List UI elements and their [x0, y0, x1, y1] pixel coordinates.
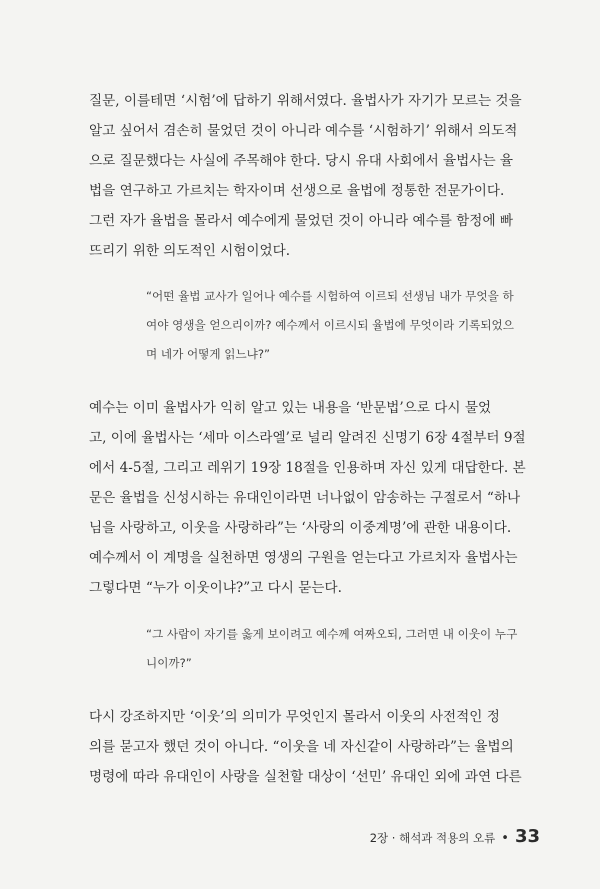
text-line: 그런 자가 율법을 몰라서 예수에게 물었던 것이 아니라 예수를 함정에 빠	[89, 213, 514, 229]
paragraph-3	[89, 702, 544, 792]
text-line: 그렇다면 “누가 이웃이냐?”고 다시 묻는다.	[89, 580, 342, 596]
text-line: 의를 묻고자 했던 것이 아니다. “이웃을 네 자신같이 사랑하라”는 율법의	[89, 739, 514, 755]
paragraph-1	[89, 86, 544, 266]
text-line: 님을 사랑하고, 이웃을 사랑하라”는 ‘사랑의 이중계명’에 관한 내용이다.	[89, 520, 512, 536]
text-line: 고, 이에 율법사는 ‘세마 이스라엘’로 널리 알려진 신명기 6장 4절부터 9절	[89, 430, 526, 446]
scripture-quote-1	[146, 282, 538, 369]
text-line: 알고 싶어서 겸손히 물었던 것이 아니라 예수를 ‘시험하기’ 위해서 의도적	[89, 123, 518, 139]
chapter-title: 2장 · 해석과 적용의 오류	[369, 831, 496, 845]
text-line: 예수는 이미 율법사가 익히 알고 있는 내용을 ‘반문법’으로 다시 물었	[89, 400, 492, 416]
text-line: 에서 4-5절, 그리고 레위기 19장 18절을 인용하며 자신 있게 대답한다. 본	[89, 460, 526, 476]
text-line: 으로 질문했다는 사실에 주목해야 한다. 당시 유대 사회에서 율법사는 율	[89, 153, 514, 169]
text-line: 문은 율법을 신성시하는 유대인이라면 너나없이 암송하는 구절로서 “하나	[89, 490, 521, 506]
quote-line: “어떤 율법 교사가 일어나 예수를 시험하여 이르되 선생님 내가 무엇을 하	[146, 289, 514, 303]
page-footer	[370, 826, 540, 847]
quote-line: 며 네가 어떻게 읽느냐?”	[146, 347, 271, 361]
page-number: 33	[514, 826, 540, 847]
text-line: 법을 연구하고 가르치는 학자이며 선생으로 율법에 정통한 전문가이다.	[89, 183, 505, 199]
quote-line: 여야 영생을 얻으리이까? 예수께서 이르시되 율법에 무엇이라 기록되었으	[146, 318, 514, 332]
scripture-quote-2	[146, 620, 538, 678]
text-line: 질문, 이를테면 ‘시험’에 답하기 위해서였다. 율법사가 자기가 모르는 것을	[89, 93, 522, 109]
text-line: 예수께서 이 계명을 실천하면 영생의 구원을 얻는다고 가르치자 율법사는	[89, 550, 518, 566]
text-line: 명령에 따라 유대인이 사랑을 실천할 대상이 ‘선민’ 유대인 외에 과연 다른	[89, 769, 522, 785]
quote-line: 니이까?”	[146, 656, 192, 670]
text-line: 뜨리기 위한 의도적인 시험이었다.	[89, 243, 291, 259]
text-line: 다시 강조하지만 ‘이웃’의 의미가 무엇인지 몰라서 이웃의 사전적인 정	[89, 709, 500, 725]
paragraph-2	[89, 393, 544, 603]
quote-line: “그 사람이 자기를 옳게 보이려고 예수께 여짜오되, 그러면 내 이웃이 누구	[146, 627, 518, 641]
bullet-separator: •	[501, 831, 509, 846]
